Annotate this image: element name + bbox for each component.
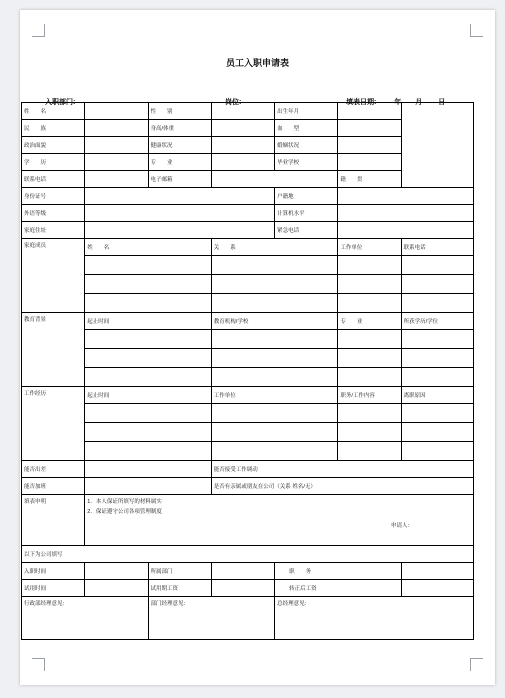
input-cell[interactable] — [85, 349, 212, 368]
label-computer: 计算机水平 — [275, 205, 338, 222]
applicant-label: 申请人: — [390, 523, 409, 529]
label-post: 职 务 — [275, 563, 402, 580]
label-gender: 性 别 — [148, 103, 211, 120]
header-work-unit: 工作单位 — [211, 387, 338, 404]
input-cell[interactable] — [401, 442, 473, 461]
input-cell[interactable] — [401, 423, 473, 442]
label-ethnic: 民 族 — [22, 120, 85, 137]
label-work: 工作经历 — [22, 387, 85, 461]
input-cell[interactable] — [338, 349, 401, 368]
day-label: 日 — [438, 99, 446, 106]
input-emergency[interactable] — [338, 222, 474, 239]
input-regular-salary[interactable] — [401, 580, 473, 597]
header-family-work: 工作单位 — [338, 239, 401, 256]
input-travel[interactable] — [85, 461, 212, 478]
admin-opinion[interactable]: 行政部经理意见: — [22, 597, 149, 640]
label-hukou: 户籍地 — [275, 188, 338, 205]
input-trial-salary[interactable] — [211, 580, 274, 597]
label-address: 家庭住址 — [22, 222, 85, 239]
declare-line-1: 1．本人保证所填写的材料属实 — [87, 499, 162, 505]
header-edu-major: 专 业 — [338, 313, 401, 330]
corner-mark — [470, 24, 483, 37]
input-cell[interactable] — [85, 404, 212, 423]
input-cell[interactable] — [338, 404, 401, 423]
input-cell[interactable] — [338, 423, 401, 442]
input-cell[interactable] — [401, 275, 473, 294]
corner-mark — [32, 658, 45, 671]
input-height-weight[interactable] — [211, 120, 274, 137]
header-work-reason: 离职原因 — [401, 387, 473, 404]
date-label: 填表日期: — [346, 99, 377, 106]
application-form-table — [21, 102, 474, 640]
input-cell[interactable] — [85, 423, 212, 442]
input-cell[interactable] — [401, 404, 473, 423]
input-cell[interactable] — [338, 275, 401, 294]
label-emergency: 紧急电话 — [275, 222, 338, 239]
label-regular-salary: 转正后工资 — [275, 580, 402, 597]
label-education: 教育背景 — [22, 313, 85, 387]
label-height-weight: 身高/体重 — [148, 120, 211, 137]
input-dept2[interactable] — [211, 563, 274, 580]
label-email: 电子邮箱 — [148, 171, 211, 188]
label-lang: 外语等级 — [22, 205, 85, 222]
input-computer[interactable] — [338, 205, 474, 222]
header-edu-period: 起止时间 — [85, 313, 212, 330]
input-hukou[interactable] — [338, 188, 474, 205]
month-label: 月 — [415, 99, 423, 106]
label-edu: 学 历 — [22, 154, 85, 171]
input-cell[interactable] — [401, 256, 473, 275]
input-cell[interactable] — [85, 275, 212, 294]
label-declare: 填表申明 — [22, 495, 85, 546]
header-work-period: 起止时间 — [85, 387, 212, 404]
form-title: 员工入职申请表 — [225, 58, 289, 68]
input-school[interactable] — [338, 154, 401, 171]
input-marital[interactable] — [338, 137, 401, 154]
input-entry[interactable] — [85, 563, 148, 580]
label-idcard: 身份证号 — [22, 188, 85, 205]
dept-label: 入职部门: — [45, 99, 76, 106]
header-edu-institution: 教育机构/学校 — [211, 313, 338, 330]
label-travel: 能否出差 — [22, 461, 85, 478]
input-cell[interactable] — [85, 256, 212, 275]
label-trial-salary: 试用期工资 — [148, 580, 211, 597]
input-gender[interactable] — [211, 103, 274, 120]
year-label: 年 — [394, 99, 402, 106]
input-email[interactable] — [211, 171, 338, 188]
input-blood[interactable] — [338, 120, 401, 137]
company-section-title: 以下为公司填写 — [22, 546, 474, 563]
input-phone[interactable] — [85, 171, 148, 188]
label-trial: 试用时间 — [22, 580, 85, 597]
input-cell[interactable] — [338, 442, 401, 461]
dept-manager-opinion[interactable]: 部门经理意见: — [148, 597, 275, 640]
header-family-relation: 关 系 — [211, 239, 338, 256]
label-marital: 婚姻状况 — [275, 137, 338, 154]
input-cell[interactable] — [338, 330, 401, 349]
label-political: 政治面貌 — [22, 137, 85, 154]
header-edu-degree: 所获学历/学位 — [401, 313, 473, 330]
input-cell[interactable] — [85, 442, 212, 461]
input-cell[interactable] — [85, 294, 212, 313]
input-major[interactable] — [211, 154, 274, 171]
declare-content — [85, 495, 474, 546]
input-cell[interactable] — [338, 294, 401, 313]
input-cell[interactable] — [401, 368, 473, 387]
input-cell[interactable] — [85, 330, 212, 349]
input-idcard[interactable] — [85, 188, 275, 205]
position-label: 岗位: — [225, 99, 242, 106]
label-phone: 联系电话 — [22, 171, 85, 188]
input-cell[interactable] — [211, 294, 338, 313]
input-name[interactable] — [85, 103, 148, 120]
declare-line-2: 2．保证遵守公司各项管理制度 — [87, 509, 162, 515]
gm-opinion[interactable]: 总经理意见: — [275, 597, 474, 640]
label-dept2: 所属部门 — [148, 563, 211, 580]
header-family-name: 姓 名 — [85, 239, 212, 256]
input-cell[interactable] — [401, 349, 473, 368]
input-political[interactable] — [85, 137, 148, 154]
label-family: 家庭成员 — [22, 239, 85, 313]
label-shift: 能否接受工作调动 — [211, 461, 473, 478]
input-cell[interactable] — [211, 256, 338, 275]
label-birth: 出生年月 — [275, 103, 338, 120]
label-relative: 是否有亲属或朋友在公司（关系 姓名/无） — [211, 478, 473, 495]
input-post[interactable] — [401, 563, 473, 580]
input-edu[interactable] — [85, 154, 148, 171]
input-cell[interactable] — [401, 330, 473, 349]
input-cell[interactable] — [211, 330, 338, 349]
header-family-phone: 联系电话 — [401, 239, 473, 256]
input-lang[interactable] — [85, 205, 275, 222]
input-cell[interactable] — [211, 404, 338, 423]
label-school: 毕业学校 — [275, 154, 338, 171]
corner-mark — [32, 24, 45, 37]
input-cell[interactable] — [211, 442, 338, 461]
label-hometown: 籍 贯 — [338, 171, 401, 188]
input-health[interactable] — [211, 137, 274, 154]
input-overtime[interactable] — [85, 478, 212, 495]
input-cell[interactable] — [85, 368, 212, 387]
input-address[interactable] — [85, 222, 275, 239]
input-birth[interactable] — [338, 103, 401, 120]
input-cell[interactable] — [211, 368, 338, 387]
label-name: 姓 名 — [22, 103, 85, 120]
label-health: 健康状况 — [148, 137, 211, 154]
label-blood: 血 型 — [275, 120, 338, 137]
photo-box[interactable] — [401, 103, 473, 188]
input-cell[interactable] — [338, 256, 401, 275]
input-cell[interactable] — [338, 368, 401, 387]
label-entry: 入职时间 — [22, 563, 85, 580]
label-major: 专 业 — [148, 154, 211, 171]
input-trial[interactable] — [85, 580, 148, 597]
corner-mark — [470, 658, 483, 671]
input-cell[interactable] — [211, 275, 338, 294]
input-ethnic[interactable] — [85, 120, 148, 137]
label-overtime: 能否加班 — [22, 478, 85, 495]
header-work-duty: 职务/工作内容 — [338, 387, 401, 404]
input-cell[interactable] — [401, 294, 473, 313]
input-cell[interactable] — [211, 423, 338, 442]
input-cell[interactable] — [211, 349, 338, 368]
